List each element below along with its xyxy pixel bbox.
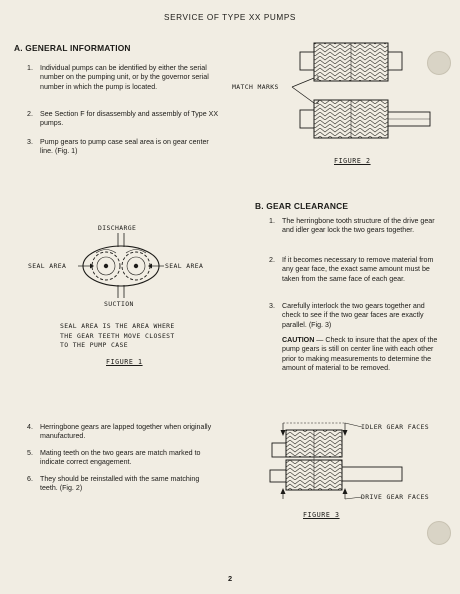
discharge-label: DISCHARGE bbox=[98, 224, 137, 232]
match-mark-2: 2 bbox=[316, 99, 321, 106]
item-number: 1. bbox=[27, 64, 33, 72]
item-number: 2. bbox=[27, 110, 33, 118]
page-title: SERVICE OF TYPE XX PUMPS bbox=[164, 13, 296, 22]
seal-area-right-label: SEAL AREA bbox=[165, 262, 204, 270]
item-number: 3. bbox=[269, 302, 275, 310]
caution-text: — Check to insure that the apex of the pump gears is still on center line with each other prior to making measurements to determine the amount of material to be removed. bbox=[282, 336, 438, 373]
note-line: THE GEAR TEETH MOVE CLOSEST bbox=[60, 331, 175, 340]
idler-gear-faces-label: IDLER GEAR FACES bbox=[361, 423, 429, 431]
note-line: SEAL AREA IS THE AREA WHERE bbox=[60, 322, 175, 330]
item-number: 4. bbox=[27, 423, 33, 431]
section-a-heading: A. GENERAL INFORMATION bbox=[14, 43, 131, 53]
item-text: Carefully interlock the two gears together and check to see if the two gear faces are exactly parallel. (Fig. 3) bbox=[282, 302, 425, 329]
item-text: The herringbone tooth structure of the drive gear and idler gear lock the two gears together. bbox=[282, 217, 435, 235]
match-mark-1: 1 bbox=[316, 75, 321, 82]
item-text: Individual pumps can be identified by either the serial number on the pumping unit, or by the governor serial number in which the pump is located. bbox=[40, 64, 209, 91]
item-text: See Section F for disassembly and assembly of Type XX pumps. bbox=[40, 110, 219, 128]
seal-area-left-label: SEAL AREA bbox=[28, 262, 67, 270]
item-number: 6. bbox=[27, 475, 33, 483]
item-text: Pump gears to pump case seal area is on gear center line. (Fig. 1) bbox=[40, 138, 209, 156]
item-number: 3. bbox=[27, 138, 33, 146]
item-number: 1. bbox=[269, 217, 275, 225]
item-number: 5. bbox=[27, 449, 33, 457]
item-text: Mating teeth on the two gears are match marked to indicate correct engagement. bbox=[40, 449, 201, 467]
suction-label: SUCTION bbox=[104, 300, 134, 308]
item-number: 2. bbox=[269, 256, 275, 264]
item-text: They should be reinstalled with the same matching teeth. (Fig. 2) bbox=[40, 475, 200, 493]
page-number: 2 bbox=[227, 574, 233, 583]
match-marks-label: MATCH MARKS bbox=[232, 83, 279, 91]
figure-3-caption: FIGURE 3 bbox=[303, 511, 340, 519]
figure-2-caption: FIGURE 2 bbox=[334, 157, 371, 165]
caution-label: CAUTION bbox=[282, 336, 315, 344]
item-text: If it becomes necessary to remove material from any gear face, the exact same amount must be taken from the same face of each gear. bbox=[282, 256, 434, 283]
item-text: Herringbone gears are lapped together when originally manufactured. bbox=[40, 423, 212, 441]
section-b-heading: B. GEAR CLEARANCE bbox=[255, 201, 349, 211]
figure-1-caption: FIGURE 1 bbox=[106, 358, 143, 366]
drive-gear-faces-label: DRIVE GEAR FACES bbox=[361, 493, 429, 501]
note-line: TO THE PUMP CASE bbox=[60, 341, 128, 349]
